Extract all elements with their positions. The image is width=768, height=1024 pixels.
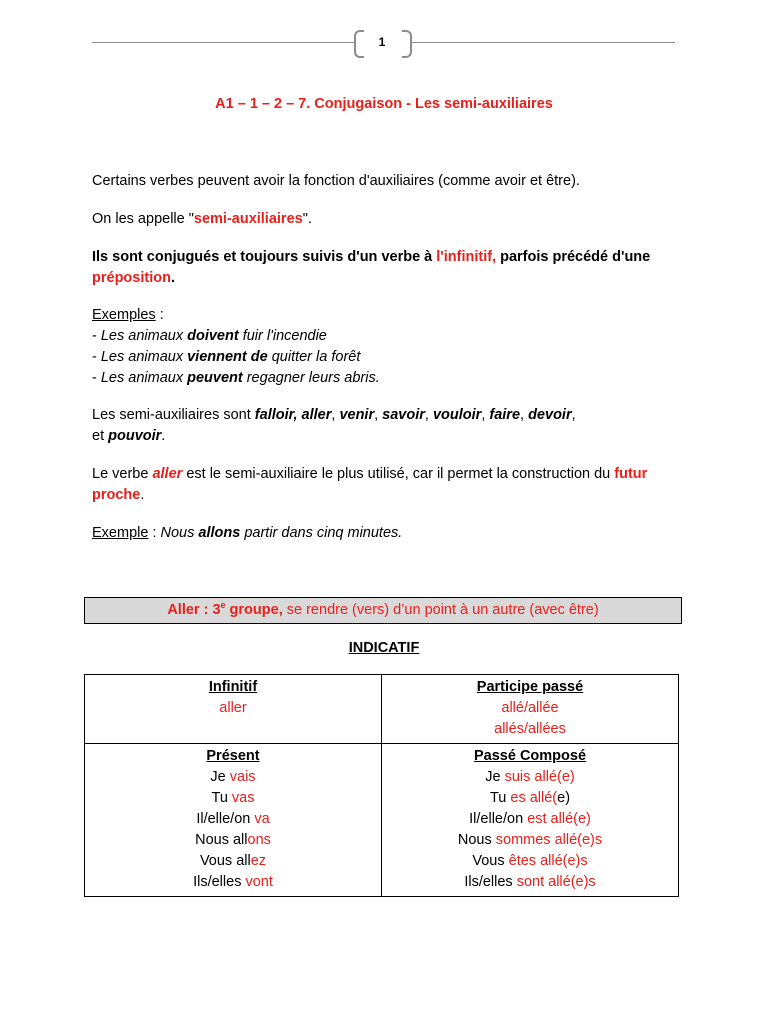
pronoun: Nous	[457, 832, 496, 848]
header-rule-right	[412, 42, 675, 43]
example-2-label: Exemple	[92, 525, 149, 541]
verb-ending: vont	[245, 874, 273, 890]
verb-ending: vais	[229, 769, 256, 785]
example-2-text: partir dans cinq minutes.	[240, 525, 403, 541]
example-text: Les animaux	[100, 349, 188, 365]
pronoun: Ils/elles	[193, 874, 246, 890]
present-header: Présent	[206, 748, 260, 764]
example-dash: -	[92, 328, 101, 344]
verb-stem: all	[232, 832, 248, 848]
page-title: A1 – 1 – 2 – 7. Conjugaison - Les semi-auxiliaires	[215, 96, 553, 112]
pc-form	[382, 851, 678, 872]
example-text: Les animaux	[100, 328, 188, 344]
banner-verb: Aller : 3	[167, 602, 221, 618]
example-item	[92, 326, 682, 347]
example-2	[92, 523, 682, 544]
pronoun: Il/elle/on	[196, 811, 255, 827]
examples-block	[92, 305, 682, 389]
verb-savoir: savoir	[382, 407, 425, 423]
present-form	[85, 809, 381, 830]
table-row	[85, 744, 679, 897]
example-item	[92, 347, 682, 368]
pc-verb: suis allé(e)	[504, 769, 575, 785]
example-text: Les animaux	[100, 370, 188, 386]
present-form	[85, 788, 381, 809]
participe-value: allés/allées	[494, 721, 566, 737]
intro-paragraph-2	[92, 209, 682, 230]
aller-verb: aller	[152, 466, 183, 482]
pronoun: Je	[485, 769, 505, 785]
example-2-text: Nous	[160, 525, 199, 541]
list-intro: Les semi-auxiliaires sont	[92, 407, 255, 423]
passe-compose-header: Passé Composé	[473, 748, 587, 764]
intro-paragraph-1	[92, 171, 682, 192]
example-text: quitter la forêt	[267, 349, 361, 365]
aller-note-text: est le semi-auxiliaire le plus utilisé, car il permet la construction du	[182, 466, 615, 482]
pc-form	[382, 872, 678, 893]
pc-form	[382, 767, 678, 788]
present-form	[85, 872, 381, 893]
infinitif-cell	[85, 675, 382, 744]
example-text: regagner leurs abris.	[242, 370, 380, 386]
verb-faire: faire	[489, 407, 521, 423]
pc-verb: sommes allé(e)s	[495, 832, 603, 848]
examples-colon: :	[155, 307, 164, 323]
intro-text-3c: parfois précédé d'une	[496, 249, 651, 265]
example-dash: -	[92, 370, 101, 386]
verb-ending: ons	[247, 832, 271, 848]
pc-form	[382, 830, 678, 851]
intro-text-1: Certains verbes peuvent avoir la fonction d'auxiliaires (comme avoir et être).	[92, 173, 580, 189]
present-form	[85, 851, 381, 872]
conjugation-table	[84, 674, 679, 897]
pc-tail: e)	[557, 790, 571, 806]
pronoun: Il/elle/on	[469, 811, 528, 827]
pronoun: Vous	[472, 853, 509, 869]
aller-note-end: .	[140, 487, 145, 503]
present-form	[85, 830, 381, 851]
verb-venir: venir	[339, 407, 375, 423]
example-verb: peuvent	[187, 370, 243, 386]
infinitif-term: l'infinitif,	[436, 249, 497, 265]
pc-verb: est allé(e)	[527, 811, 591, 827]
banner-group: groupe,	[225, 602, 283, 618]
verb-pouvoir: pouvoir	[108, 428, 162, 444]
indicatif-heading: INDICATIF	[348, 640, 420, 656]
pc-form	[382, 788, 678, 809]
page-bracket-right	[402, 30, 412, 58]
example-text: fuir l'incendie	[238, 328, 327, 344]
list-end: .	[161, 428, 166, 444]
example-verb: doivent	[187, 328, 239, 344]
intro-text-2-post: ".	[302, 211, 312, 227]
semi-auxiliaires-term: semi-auxiliaires	[193, 211, 303, 227]
aller-note-text: Le verbe	[92, 466, 153, 482]
pronoun: Tu	[489, 790, 511, 806]
verb-ending: ez	[250, 853, 267, 869]
verb-ending: vas	[231, 790, 255, 806]
intro-paragraph-3	[92, 247, 682, 289]
participe-value: allé/allée	[501, 700, 559, 716]
infinitif-header: Infinitif	[208, 679, 258, 695]
banner-definition: se rendre (vers) d’un point à un autre (avec être)	[282, 602, 599, 618]
example-item	[92, 368, 682, 389]
pc-verb: es allé(	[510, 790, 558, 806]
pc-form	[382, 809, 678, 830]
example-2-verb: allons	[198, 525, 241, 541]
verb-ending: va	[254, 811, 270, 827]
intro-text-2-pre: On les appelle "	[92, 211, 194, 227]
pronoun: Nous	[195, 832, 233, 848]
pronoun: Je	[210, 769, 230, 785]
list-et: et	[92, 428, 109, 444]
futur-proche-term: futur proche	[92, 466, 648, 503]
header-rule-left	[92, 42, 354, 43]
intro-text-3a: Ils sont conjugués et toujours suivis d'un verbe à	[92, 249, 437, 265]
intro-text-3e: .	[170, 270, 175, 286]
pc-verb: sont allé(e)s	[516, 874, 596, 890]
infinitif-value: aller	[219, 700, 247, 716]
banner-sup: e	[220, 600, 226, 611]
passe-compose-cell	[382, 744, 679, 897]
aller-banner	[84, 597, 682, 624]
verb-devoir: devoir	[528, 407, 572, 423]
example-2-colon: :	[148, 525, 161, 541]
verb-falloir-aller: falloir, aller	[254, 407, 332, 423]
present-form	[85, 767, 381, 788]
pc-verb: êtes allé(e)s	[508, 853, 588, 869]
present-cell	[85, 744, 382, 897]
examples-label: Exemples	[92, 307, 156, 323]
example-verb: viennent de	[187, 349, 268, 365]
aller-note	[92, 464, 682, 506]
participe-header: Participe passé	[476, 679, 584, 695]
example-dash: -	[92, 349, 101, 365]
verb-vouloir: vouloir	[432, 407, 482, 423]
participe-cell	[382, 675, 679, 744]
pronoun: Ils/elles	[464, 874, 517, 890]
examples-heading	[92, 305, 682, 326]
table-row	[85, 675, 679, 744]
preposition-term: préposition	[92, 270, 171, 286]
pronoun: Tu	[211, 790, 232, 806]
page-number: 1	[378, 35, 386, 49]
pronoun: Vous	[199, 853, 237, 869]
page-bracket-left	[354, 30, 364, 58]
verb-stem: all	[236, 853, 251, 869]
semi-auxiliaires-list: Les semi-auxiliaires sont falloir, aller, venir, savoir, vouloir, faire, devoir, et pouvoir.	[92, 407, 576, 444]
